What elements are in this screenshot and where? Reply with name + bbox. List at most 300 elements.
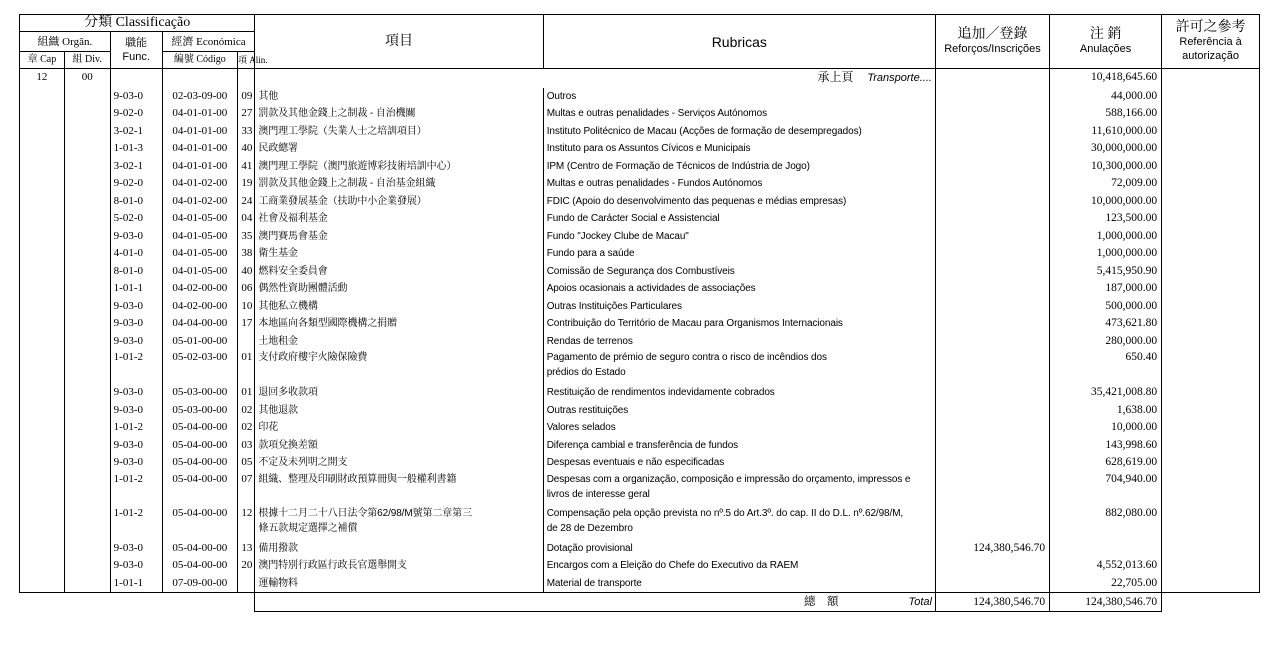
autorizacao-cell [1162, 384, 1260, 402]
reforcos-value [935, 350, 1049, 384]
header-funcional-cn: 職能 [125, 37, 148, 49]
reforcos-value [935, 280, 1049, 298]
rubrica-pt [543, 402, 935, 420]
reforcos-value [935, 88, 1049, 106]
cap-cell [20, 472, 65, 506]
reforcos-value [935, 575, 1049, 593]
item-cn [255, 315, 543, 333]
alinea-value-line: 17 [241, 317, 253, 329]
item-cn-line: 民政總署 [258, 143, 298, 154]
autorizacao-cell [1162, 88, 1260, 106]
item-cn [255, 175, 543, 193]
anulacoes-value [1050, 315, 1162, 333]
codigo-value-line: 04-01-05-00 [172, 212, 228, 224]
rubrica-pt [543, 350, 935, 384]
cap-cell [20, 557, 65, 575]
codigo-value-line: 04-04-00-00 [172, 317, 228, 329]
codigo-value-line: 05-02-03-00 [172, 351, 228, 363]
rubrica-pt-line: Dotação provisional [546, 542, 633, 554]
func-value [110, 557, 162, 575]
func-value-line: 9-03-0 [113, 89, 143, 102]
rubrica-pt-line: Fundo "Jockey Clube de Macau" [546, 230, 689, 242]
item-cn [255, 263, 543, 281]
anulacoes-value [1050, 158, 1162, 176]
autorizacao-cell [1162, 506, 1260, 540]
alinea-value [238, 280, 255, 298]
rubrica-pt-line: Contribuição do Território de Macau para Organismos Internacionais [546, 318, 843, 329]
codigo-value-line: 04-01-01-00 [172, 142, 228, 154]
item-cn-line: 工商業發展基金（扶助中小企業發展） [258, 195, 427, 207]
table-row [20, 140, 1260, 158]
table-row [20, 419, 1260, 437]
func-value-line: 9-03-0 [113, 317, 143, 329]
reforcos-value [935, 540, 1049, 558]
autorizacao-cell [1162, 315, 1260, 333]
alinea-value-line: 07 [241, 472, 253, 485]
func-value [110, 105, 162, 123]
codigo-value [162, 506, 237, 540]
item-cn [255, 506, 543, 540]
cap-cell [20, 210, 65, 228]
table-row [20, 557, 1260, 575]
transport-label [255, 69, 936, 88]
func-value [110, 575, 162, 593]
alinea-value [238, 557, 255, 575]
anulacoes-value-line: 500,000.00 [1105, 299, 1158, 312]
header-funcional-pt: Func. [122, 51, 150, 63]
cap-cell [20, 540, 65, 558]
alinea-value [238, 228, 255, 246]
alinea-value-line: 35 [241, 229, 253, 242]
rubrica-pt-line: IPM (Centro de Formação de Técnicos de Indústria de Jogo) [546, 160, 810, 172]
func-value [110, 228, 162, 246]
anulacoes-value [1050, 193, 1162, 211]
table-row [20, 350, 1260, 384]
codigo-value [162, 384, 237, 402]
func-value [110, 437, 162, 455]
autorizacao-cell [1162, 228, 1260, 246]
autorizacao-cell [1162, 350, 1260, 384]
func-value [110, 210, 162, 228]
alinea-value [238, 575, 255, 593]
codigo-value [162, 472, 237, 506]
rubrica-pt-line: Despesas com a organização, composição e impressão do orçamento, impressos e [546, 473, 911, 485]
rubrica-pt-line: Restituição de rendimentos indevidamente cobrados [546, 387, 775, 398]
anulacoes-value [1050, 140, 1162, 158]
anulacoes-value-line: 588,166.00 [1105, 107, 1158, 119]
div-cell [64, 506, 110, 540]
div-cell [64, 245, 110, 263]
rubrica-pt [543, 193, 935, 211]
reforcos-value-line: 124,380,546.70 [973, 541, 1046, 554]
header-item-cn: 項目 [255, 15, 543, 69]
func-value-line: 1-01-2 [113, 506, 143, 519]
func-value-line: 9-03-0 [113, 559, 143, 571]
cap-cell [20, 402, 65, 420]
autorizacao-cell [1162, 158, 1260, 176]
codigo-value [162, 557, 237, 575]
table-row [20, 158, 1260, 176]
func-value [110, 454, 162, 472]
alinea-value-line: 01 [241, 386, 253, 398]
autorizacao-cell [1162, 280, 1260, 298]
alinea-value [238, 419, 255, 437]
table-row [20, 88, 1260, 106]
alinea-value-line: 41 [241, 159, 253, 172]
autorizacao-cell [1162, 472, 1260, 506]
div-cell [64, 402, 110, 420]
div-value: 00 [64, 69, 110, 88]
cap-cell [20, 506, 65, 540]
div-cell [64, 333, 110, 351]
item-cn [255, 245, 543, 263]
item-cn [255, 437, 543, 455]
item-cn-line: 運輸物料 [258, 577, 298, 589]
rubrica-pt [543, 333, 935, 351]
anulacoes-value [1050, 245, 1162, 263]
codigo-value [162, 350, 237, 384]
div-cell [64, 315, 110, 333]
table-row [20, 315, 1260, 333]
autorizacao-cell [1162, 575, 1260, 593]
rubrica-pt [543, 472, 935, 506]
rubrica-pt-line: Rendas de terrenos [546, 335, 633, 347]
alinea-value [238, 158, 255, 176]
alinea-value-line: 02 [241, 421, 253, 433]
func-value-line: 1-01-1 [113, 576, 143, 589]
table-row [20, 210, 1260, 228]
func-value [110, 245, 162, 263]
item-cn-line: 支付政府樓宇火險保險費 [258, 352, 368, 363]
item-cn [255, 540, 543, 558]
div-cell [64, 123, 110, 141]
func-value [110, 472, 162, 506]
div-cell [64, 454, 110, 472]
alinea-value-line: 33 [241, 124, 253, 137]
codigo-value [162, 140, 237, 158]
codigo-value [162, 175, 237, 193]
reforcos-value [935, 105, 1049, 123]
cap-cell [20, 384, 65, 402]
alinea-value [238, 315, 255, 333]
codigo-value-line: 02-03-09-00 [172, 89, 228, 102]
item-cn [255, 280, 543, 298]
table-header [20, 15, 1260, 69]
anulacoes-value-line: 5,415,950.90 [1096, 264, 1158, 277]
func-value-line: 9-03-0 [113, 229, 143, 242]
div-cell [64, 384, 110, 402]
item-cn [255, 193, 543, 211]
func-value [110, 333, 162, 351]
table-row [20, 454, 1260, 472]
func-value-line: 9-03-0 [113, 403, 143, 416]
item-cn-line: 印花 [258, 422, 279, 433]
codigo-value-line: 04-02-00-00 [172, 282, 228, 294]
alinea-value-line: 02 [241, 403, 253, 416]
rubrica-pt-line: Pagamento de prémio de seguro contra o risco de incêndios dos [546, 352, 827, 363]
table-row [20, 540, 1260, 558]
rubrica-pt-line: Despesas eventuais e não especificadas [546, 457, 725, 468]
alinea-value [238, 384, 255, 402]
codigo-value-line: 05-04-00-00 [172, 506, 228, 519]
anulacoes-value-line: 187,000.00 [1105, 282, 1158, 294]
anulacoes-value-line: 30,000,000.00 [1091, 142, 1158, 154]
transport-row [20, 69, 1260, 88]
reforcos-value [935, 140, 1049, 158]
rubrica-pt-line: Apoios ocasionais a actividades de associações [546, 283, 756, 294]
codigo-value-line: 04-01-01-00 [172, 107, 228, 119]
header-div: 組 Div. [64, 52, 110, 69]
rubrica-pt-line: Fundo de Carácter Social e Assistencial [546, 213, 720, 224]
alinea-value-line: 03 [241, 438, 253, 451]
anulacoes-value [1050, 540, 1162, 558]
func-value-line: 3-02-1 [113, 124, 143, 137]
header-anulacoes-cn: 注 銷 [1089, 26, 1122, 42]
rubrica-pt [543, 298, 935, 316]
rubrica-pt-line: FDIC (Apoio do desenvolvimento das pequenas e médias empresas) [546, 195, 847, 207]
codigo-value-line: 05-04-00-00 [172, 541, 228, 554]
item-cn [255, 88, 543, 106]
cap-cell [20, 454, 65, 472]
reforcos-value [935, 402, 1049, 420]
rubrica-pt [543, 384, 935, 402]
div-cell [64, 193, 110, 211]
alinea-value [238, 105, 255, 123]
item-cn-line: 澳門賽馬會基金 [258, 230, 328, 242]
rubrica-pt [543, 575, 935, 593]
autorizacao-cell [1162, 175, 1260, 193]
func-value [110, 263, 162, 281]
anulacoes-value-line: 10,300,000.00 [1091, 159, 1158, 172]
anulacoes-value-line: 22,705.00 [1111, 576, 1158, 589]
header-reforcos-pt: Reforços/Inscrições [944, 42, 1041, 55]
alinea-value [238, 88, 255, 106]
rubrica-pt-line: Compensação pela opção prevista no nº.5 do Art.3º. do cap. II do D.L. nº.62/98/M, [546, 507, 904, 519]
item-cn-line: 其他 [258, 90, 279, 102]
codigo-value-line: 04-02-00-00 [172, 299, 228, 312]
div-cell [64, 105, 110, 123]
item-cn [255, 350, 543, 384]
alinea-value-line: 04 [241, 212, 253, 224]
anulacoes-value-line: 1,000,000.00 [1096, 229, 1158, 242]
func-value-line: 1-01-2 [113, 351, 143, 363]
rubrica-pt [543, 245, 935, 263]
autorizacao-cell [1162, 193, 1260, 211]
cap-cell [20, 280, 65, 298]
reforcos-value [935, 472, 1049, 506]
alinea-value-line: 10 [241, 299, 253, 312]
alinea-value-line: 05 [241, 456, 253, 468]
item-cn [255, 210, 543, 228]
header-cap: 章 Cap [20, 52, 65, 69]
anulacoes-value [1050, 123, 1162, 141]
alinea-value [238, 193, 255, 211]
reforcos-value [935, 193, 1049, 211]
table-row [20, 402, 1260, 420]
budget-table-sheet [19, 14, 1260, 612]
reforcos-value [935, 210, 1049, 228]
cap-cell [20, 193, 65, 211]
anulacoes-value-line: 35,421,008.80 [1091, 386, 1158, 398]
header-organica: 組織 Orgân. [20, 32, 111, 52]
anulacoes-value [1050, 228, 1162, 246]
div-cell [64, 263, 110, 281]
autorizacao-cell [1162, 245, 1260, 263]
table-row [20, 193, 1260, 211]
div-cell [64, 210, 110, 228]
codigo-value-line: 05-04-00-00 [172, 472, 228, 485]
rubrica-pt-line: Outros [546, 90, 577, 102]
anulacoes-value [1050, 350, 1162, 384]
div-cell [64, 575, 110, 593]
item-cn [255, 105, 543, 123]
cap-cell [20, 140, 65, 158]
func-value-line: 9-03-0 [113, 456, 143, 468]
table-row [20, 263, 1260, 281]
autorizacao-cell [1162, 557, 1260, 575]
anulacoes-value [1050, 557, 1162, 575]
rubrica-pt [543, 437, 935, 455]
func-value-line: 9-03-0 [113, 334, 143, 347]
item-cn-line: 其他私立機構 [258, 300, 318, 312]
table-row [20, 105, 1260, 123]
codigo-value-line: 04-01-05-00 [172, 229, 228, 242]
cap-cell [20, 158, 65, 176]
func-value [110, 140, 162, 158]
item-cn [255, 140, 543, 158]
budget-table [19, 14, 1260, 612]
codigo-value [162, 228, 237, 246]
func-value-line: 1-01-3 [113, 142, 143, 154]
item-cn [255, 123, 543, 141]
codigo-value [162, 193, 237, 211]
cap-cell [20, 175, 65, 193]
codigo-value-line: 04-01-02-00 [172, 194, 228, 207]
div-cell [64, 88, 110, 106]
header-reforcos-cn: 追加／登錄 [957, 26, 1028, 42]
anulacoes-value [1050, 402, 1162, 420]
rubrica-pt-line: Outras Instituições Particulares [546, 300, 682, 312]
reforcos-value [935, 298, 1049, 316]
table-row [20, 245, 1260, 263]
rubrica-pt-line-2: livros de interesse geral [546, 488, 650, 500]
div-cell [64, 298, 110, 316]
anulacoes-value [1050, 175, 1162, 193]
header-funcional [110, 32, 162, 69]
alinea-value-line: 01 [241, 351, 253, 363]
header-economica: 經濟 Económica [162, 32, 255, 52]
anulacoes-value-line: 4,552,013.60 [1096, 559, 1158, 571]
rubrica-pt [543, 105, 935, 123]
rubrica-pt-line: Multas e outras penalidades - Serviços Autónomos [546, 108, 768, 119]
codigo-value-line: 05-03-00-00 [172, 386, 228, 398]
rubrica-pt-line-2: prédios do Estado [546, 367, 626, 378]
cap-cell [20, 350, 65, 384]
table-row [20, 333, 1260, 351]
alinea-value [238, 140, 255, 158]
cap-cell [20, 298, 65, 316]
codigo-value-line: 04-01-05-00 [172, 264, 228, 277]
codigo-value [162, 575, 237, 593]
total-reforcos: 124,380,546.70 [935, 593, 1049, 612]
table-footer [20, 593, 1260, 612]
item-cn-line: 組織、整理及印刷財政預算冊與一般權利書籍 [258, 473, 457, 485]
header-rubricas: Rubricas [543, 15, 935, 69]
anulacoes-value-line: 72,009.00 [1111, 177, 1158, 189]
cap-cell [20, 575, 65, 593]
reforcos-value [935, 228, 1049, 246]
div-cell [64, 540, 110, 558]
item-cn-line: 社會及福利基金 [258, 213, 328, 224]
reforcos-value [935, 263, 1049, 281]
alinea-value-line: 40 [241, 142, 253, 154]
alinea-value [238, 472, 255, 506]
item-cn [255, 472, 543, 506]
func-value-line: 9-03-0 [113, 438, 143, 451]
item-cn [255, 384, 543, 402]
cap-value: 12 [20, 69, 65, 88]
codigo-value-line: 07-09-00-00 [172, 576, 228, 589]
table-row [20, 280, 1260, 298]
codigo-value [162, 437, 237, 455]
alinea-value-line: 13 [241, 541, 253, 554]
autorizacao-cell [1162, 263, 1260, 281]
anulacoes-value [1050, 454, 1162, 472]
func-value [110, 402, 162, 420]
div-cell [64, 472, 110, 506]
codigo-value-line: 05-04-00-00 [172, 421, 228, 433]
anulacoes-value [1050, 263, 1162, 281]
table-row [20, 228, 1260, 246]
autorizacao-cell [1162, 333, 1260, 351]
func-value [110, 88, 162, 106]
func-value [110, 123, 162, 141]
anulacoes-value [1050, 105, 1162, 123]
alinea-value [238, 245, 255, 263]
rubrica-pt [543, 88, 935, 106]
alinea-value-line: 40 [241, 264, 253, 277]
total-label-cn: 總 額 [804, 596, 839, 608]
codigo-value [162, 402, 237, 420]
anulacoes-value-line: 10,000.00 [1111, 421, 1158, 433]
alinea-value [238, 123, 255, 141]
codigo-value-line: 05-04-00-00 [172, 456, 228, 468]
item-cn-line: 衛生基金 [258, 248, 298, 259]
alinea-value [238, 506, 255, 540]
func-value-line: 9-03-0 [113, 386, 143, 398]
table-row [20, 472, 1260, 506]
reforcos-value [935, 557, 1049, 575]
header-codigo: 編號 Código [162, 52, 237, 69]
item-cn-line: 根據十二月二十八日法令第62/98/M號第二章第三 [258, 507, 472, 519]
alinea-value [238, 540, 255, 558]
anulacoes-value [1050, 333, 1162, 351]
cap-cell [20, 105, 65, 123]
total-row [20, 593, 1260, 612]
codigo-value [162, 333, 237, 351]
anulacoes-value-line: 628,619.00 [1105, 456, 1158, 468]
codigo-value [162, 280, 237, 298]
codigo-value [162, 210, 237, 228]
alinea-value-line: 19 [241, 177, 253, 189]
cap-cell [20, 333, 65, 351]
rubrica-pt [543, 210, 935, 228]
func-value [110, 419, 162, 437]
autorizacao-cell [1162, 298, 1260, 316]
transport-anulacoes: 10,418,645.60 [1050, 69, 1162, 88]
func-value-line: 9-03-0 [113, 299, 143, 312]
codigo-value [162, 263, 237, 281]
